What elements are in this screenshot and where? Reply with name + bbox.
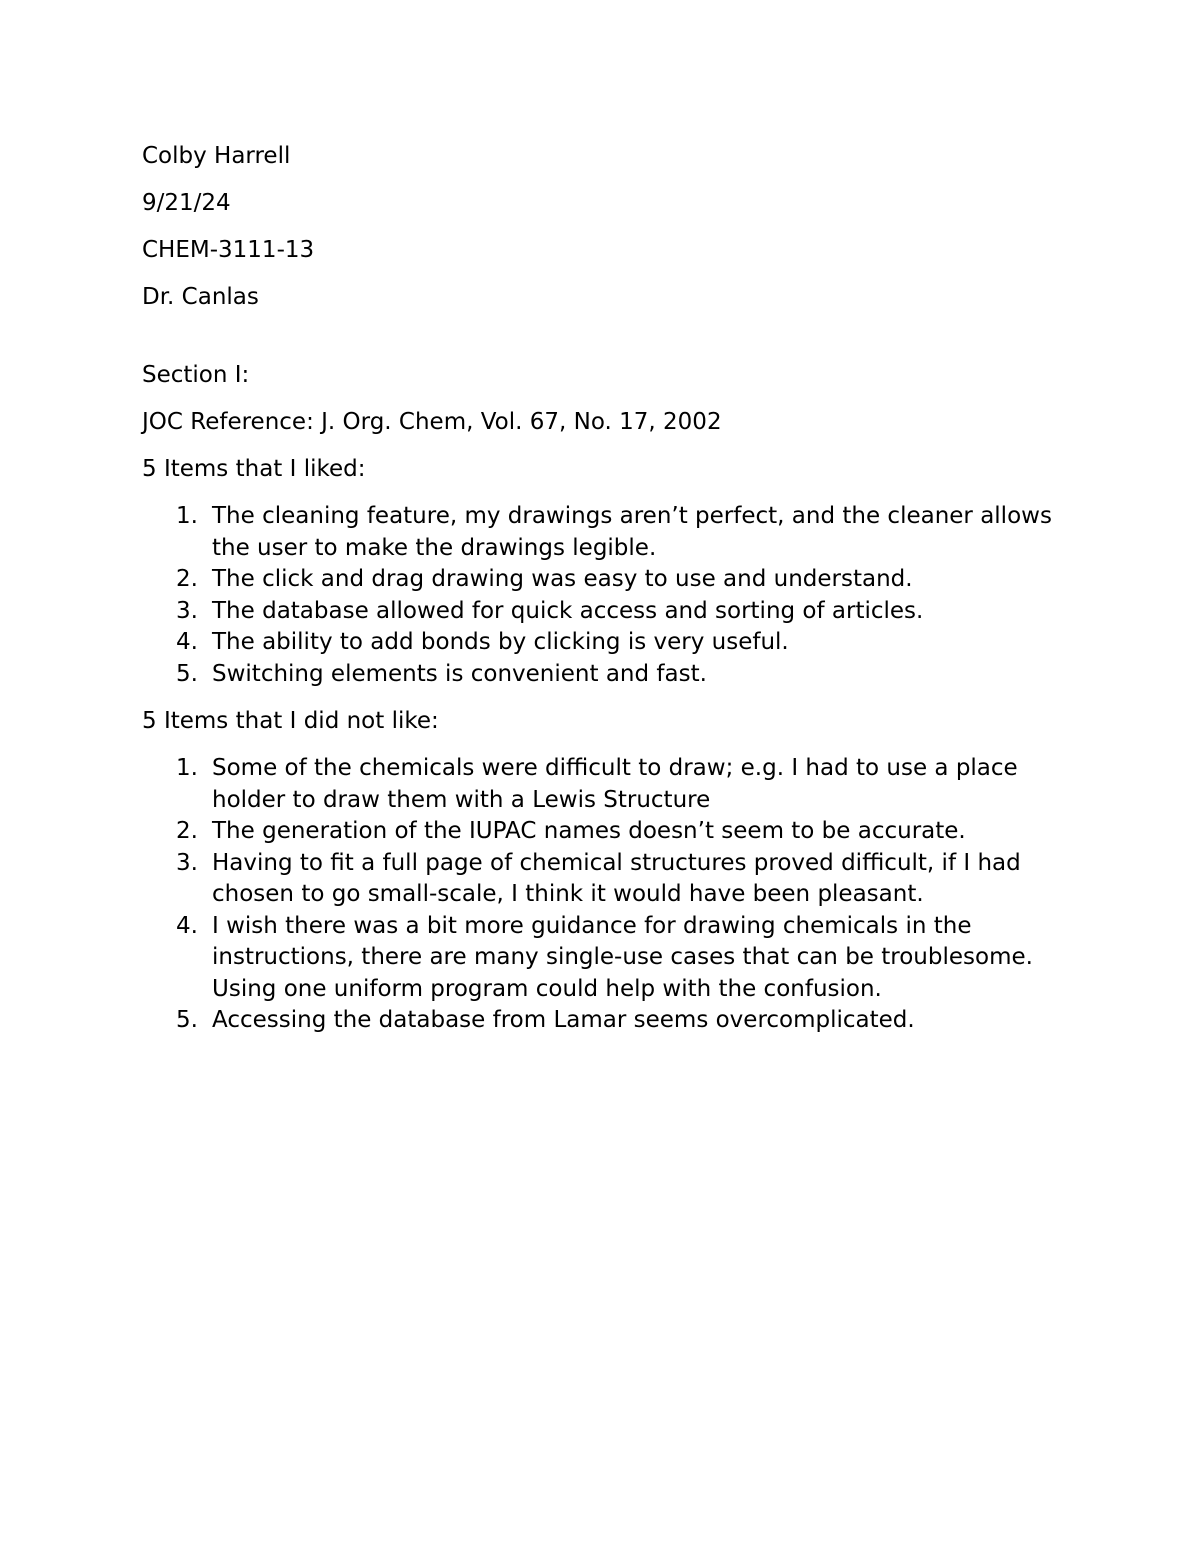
list-item-text: The database allowed for quick access and sorting of articles. <box>212 597 924 624</box>
blank-line <box>142 313 1082 360</box>
list-item <box>142 911 1082 1006</box>
section-title: Section I: <box>142 362 250 388</box>
list-item <box>142 659 1082 691</box>
list-item <box>142 501 1082 564</box>
list-number: 1. <box>176 755 198 781</box>
list-item <box>142 816 1082 848</box>
list-number: 5. <box>176 1007 198 1033</box>
list-number: 5. <box>176 660 198 687</box>
liked-heading: 5 Items that I liked: <box>142 456 366 482</box>
list-item <box>142 596 1082 628</box>
list-item-text: Switching elements is convenient and fast. <box>212 660 707 687</box>
document-body <box>142 141 1082 1053</box>
instructor-name: Dr. Canlas <box>142 284 259 310</box>
list-item <box>142 753 1082 816</box>
disliked-heading: 5 Items that I did not like: <box>142 708 439 734</box>
list-item-text: The click and drag drawing was easy to use and understand. <box>212 566 913 592</box>
liked-list <box>142 501 1082 690</box>
list-item-text: The cleaning feature, my drawings aren’t perfect, and the cleaner allows the user to make the drawings legible. <box>212 503 1052 561</box>
list-item-text: Accessing the database from Lamar seems overcomplicated. <box>212 1007 915 1033</box>
course-code: CHEM-3111-13 <box>142 237 315 263</box>
list-number: 4. <box>176 912 198 939</box>
journal-reference: JOC Reference: J. Org. Chem, Vol. 67, No. 17, 2002 <box>142 409 722 435</box>
list-number: 2. <box>176 566 198 592</box>
document-date: 9/21/24 <box>142 190 231 216</box>
list-number: 1. <box>176 503 198 529</box>
disliked-list <box>142 753 1082 1037</box>
list-number: 3. <box>176 597 198 624</box>
list-number: 3. <box>176 849 198 876</box>
list-item <box>142 564 1082 596</box>
list-number: 2. <box>176 818 198 844</box>
list-item-text: Having to fit a full page of chemical structures proved difficult, if I had chosen to go small-scale, I think it would have been pleasant. <box>212 849 1021 907</box>
author-name: Colby Harrell <box>142 143 291 169</box>
list-item-text: Some of the chemicals were difficult to draw; e.g. I had to use a place holder to draw them with a Lewis Structure <box>212 755 1018 813</box>
list-item-text: I wish there was a bit more guidance for drawing chemicals in the instructions, there are many single-use cases that can be troublesome. Using one uniform program could help with the confusion. <box>212 912 1033 1002</box>
list-item <box>142 848 1082 911</box>
list-item-text: The ability to add bonds by clicking is very useful. <box>212 629 789 655</box>
list-item-text: The generation of the IUPAC names doesn’t seem to be accurate. <box>212 818 966 844</box>
list-number: 4. <box>176 629 198 655</box>
list-item <box>142 627 1082 659</box>
list-item <box>142 1005 1082 1037</box>
